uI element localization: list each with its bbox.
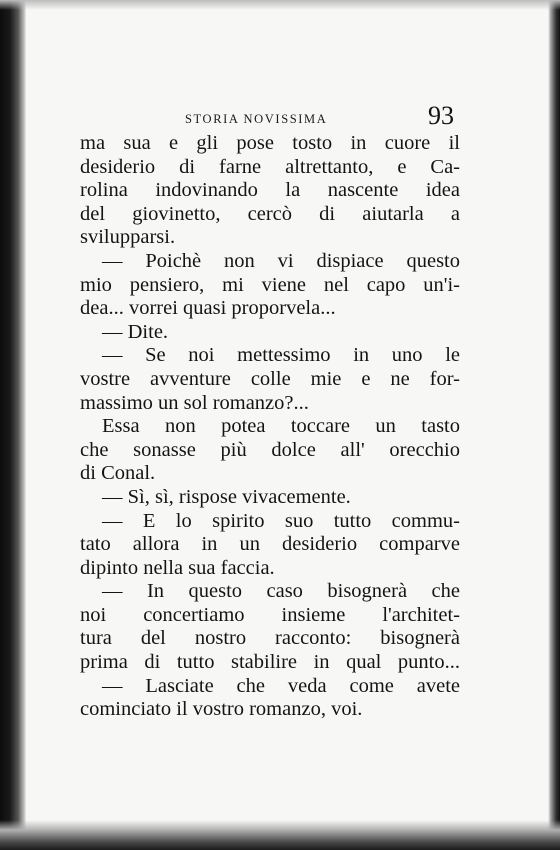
running-title: STORIA NOVISSIMA [185, 112, 328, 126]
page-number: 93 [428, 101, 454, 130]
text-line: — Poichè non vi dispiace questo [102, 249, 460, 272]
text-line: — Sì, sì, rispose vivacemente. [102, 485, 351, 508]
text-line: ma sua e gli pose tosto in cuore il [80, 132, 460, 154]
text-line: desiderio di farne altrettanto, e Ca- [80, 155, 460, 178]
text-line: rolina indovinando la nascente idea [80, 179, 460, 202]
right-edge-shadow [548, 0, 560, 850]
text-line: — Dite. [102, 320, 169, 343]
binding-shadow [0, 0, 26, 850]
text-line: Essa non potea toccare un tasto [102, 415, 460, 438]
text-line: prima di tutto stabilire in qual punto... [80, 651, 460, 674]
text-line: svilupparsi. [80, 226, 176, 249]
text-line: tato allora in un desiderio comparve [80, 533, 460, 556]
text-line: di Conal. [80, 462, 156, 485]
text-line: noi concertiamo insieme l'architet- [80, 603, 460, 626]
text-line: — Lasciate che veda come avete [102, 674, 460, 697]
bottom-edge-shadow [0, 820, 560, 850]
text-line: dea... vorrei quasi proporvela... [80, 297, 336, 320]
top-edge-shadow [0, 0, 560, 10]
text-line: che sonasse più dolce all' orecchio [80, 438, 460, 461]
text-line: cominciato il vostro romanzo, voi. [80, 698, 363, 721]
text-line: mio pensiero, mi viene nel capo un'i- [80, 273, 460, 296]
text-line: del giovinetto, cercò di aiutarla a [80, 202, 460, 225]
text-line: — In questo caso bisognerà che [102, 580, 460, 603]
body-text [80, 132, 460, 722]
text-line: — Se noi mettessimo in uno le [102, 344, 460, 367]
text-line: — E lo spirito suo tutto commu- [102, 509, 460, 532]
text-line: tura del nostro racconto: bisognerà [80, 627, 460, 650]
text-line: vostre avventure colle mie e ne for- [80, 367, 460, 390]
text-line: massimo un sol romanzo?... [80, 391, 309, 414]
text-line: dipinto nella sua faccia. [80, 556, 275, 579]
